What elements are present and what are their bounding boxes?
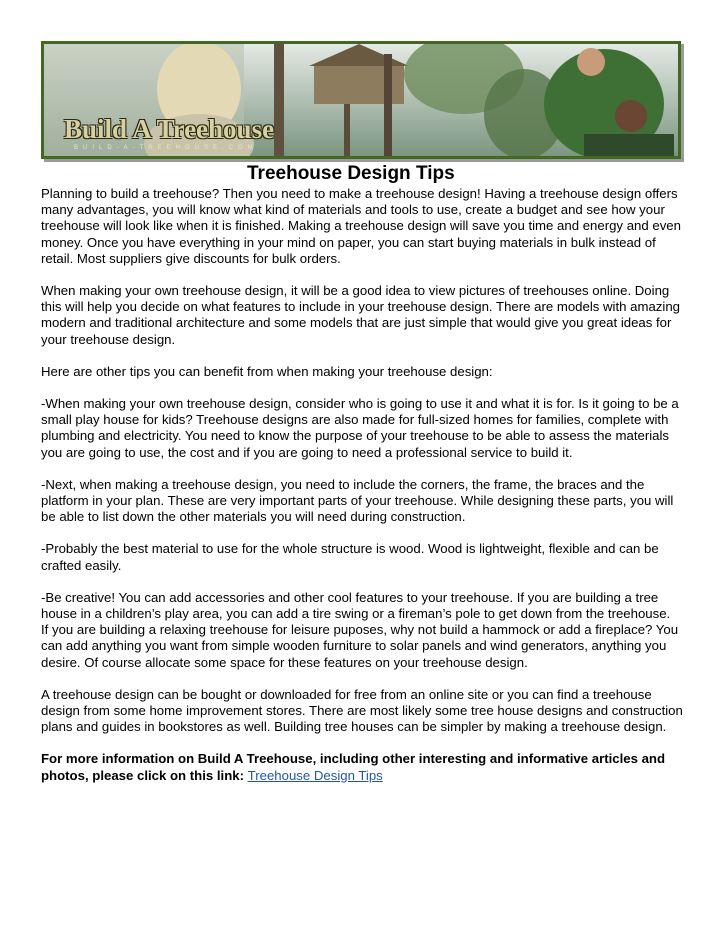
text-line: plumbing and electricity. You need to know the purpose of your treehouse to be able to assess the materials [41,428,670,444]
text-line: desire. Of course allocate some space for these features on your treehouse design. [41,654,528,670]
text-line: plans and guides in bookstores as well. Building tree houses can be simpler by making a treehouse design. [41,719,667,735]
footer-paragraph [41,751,689,783]
text-line: design from some home improvement stores. There are most likely some tree house designs and construction [41,703,683,719]
text-line: treehouse will look like when it is finished. Making a treehouse design will save you time and energy and even [41,218,681,234]
text-line: -Next, when making a treehouse design, you need to include the corners, the frame, the braces and the [41,476,645,492]
paragraph [41,687,689,736]
paragraph [41,396,689,461]
paragraph [41,283,689,348]
logo-text: Build A Treehouse [64,114,275,144]
text-line: this will help you decide on what features to include in your treehouse design. There are models with amazing [41,299,680,315]
text-line: small play house for kids? Treehouse designs are also made for full-sized homes for families, complete with [41,412,669,428]
text-line: If you are building a relaxing treehouse for leisure puposes, why not build a hammock or add a fireplace? You [41,622,679,638]
header-banner [41,41,681,159]
text-line: can add anything you want from simple wooden furniture to solar panels and wind generators, anything you [41,638,667,654]
treehouse-design-tips-link[interactable]: Treehouse Design Tips [247,767,383,783]
text-line: money. Once you have everything in your mind on paper, you can start buying materials in bulk instead of [41,234,656,250]
paragraph [41,590,689,671]
text-line: -Probably the best material to use for the whole structure is wood. Wood is lightweight, flexible and can be [41,541,659,557]
article [41,162,689,800]
page-title: Treehouse Design Tips [247,163,455,184]
footer-line: For more information on Build A Treehouse, including other interesting and informative articles and [41,751,666,767]
footer-line-2 [41,768,689,784]
text-line: Planning to build a treehouse? Then you need to make a treehouse design! Having a treehouse design offers [41,186,678,201]
text-line: -Be creative! You can add accessories and other cool features to your treehouse. If you are building a tree [41,589,659,605]
text-line: -When making your own treehouse design, consider who is going to use it and what it is for. Is it going to be a [41,396,679,412]
text-line: Here are other tips you can benefit from when making your treehouse design: [41,363,493,379]
text-line: A treehouse design can be bought or downloaded for free from an online site or you can find a treehouse [41,686,652,702]
text-line: you are going to use, the cost and if you are going to need a professional service to build it. [41,444,573,460]
paragraph [41,477,689,526]
footer-prefix: photos, please click on this link: [41,767,248,783]
text-line: crafted easily. [41,557,122,573]
text-line: house in a children’s play area, you can add a tire swing or a fireman’s pole to get down from the treehouse. [41,606,671,622]
logo-subtitle: BUILD-A-TREEHOUSE.COM [74,145,258,151]
text-line: platform in your plan. These are very important parts of your treehouse. While designing these parts, you will [41,493,674,509]
text-line: When making your own treehouse design, it will be a good idea to view pictures of treehouses online. Doing [41,283,670,299]
paragraph [41,364,689,380]
paragraph [41,541,689,573]
text-line: many advantages, you will know what kind of materials and tools to use, create a budget and see how your [41,202,665,218]
text-line: modern and traditional architecture and some models that are just simple that would give you great ideas for [41,315,672,331]
article-body [41,186,689,735]
text-line: retail. Most suppliers give discounts for bulk orders. [41,250,341,266]
text-line: be able to list down the other materials you will need during construction. [41,509,466,525]
text-line: your treehouse design. [41,331,176,347]
paragraph [41,186,689,267]
